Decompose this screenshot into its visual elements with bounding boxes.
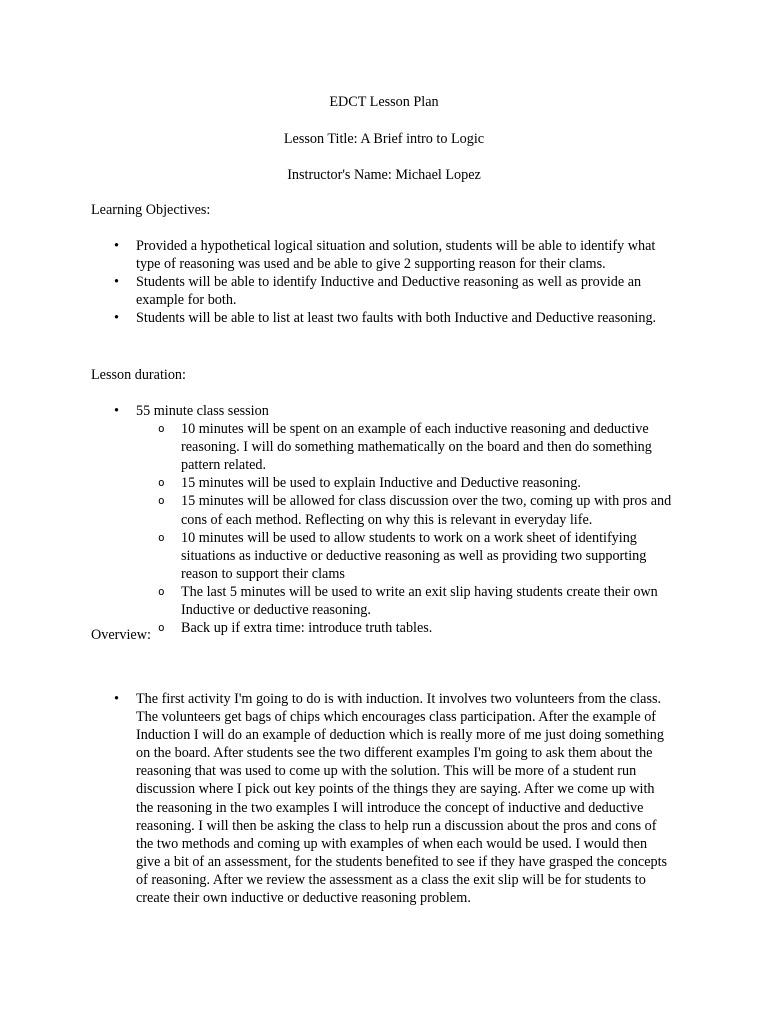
plan-title: EDCT Lesson Plan (329, 94, 439, 110)
duration-text: 55 minute class session (136, 403, 269, 419)
sub-list-item (0, 420, 681, 474)
overview-paragraph: The first activity I'm going to do is with induction. It involves two volunteers from the class. The volunteers get bags of chips which encourages class participation. After the example of Induction I will do an example of deduction which is really more of me just doing something on the board. After students see the two different examples I'm going to ask them about the reasoning that was used to come up with the solution. This will be more of a student run discussion where I pick out key points of the things they are saying. After we come up with the reasoning in the two examples I will introduce the concept of inductive and deductive reasoning. I will then be asking the class to help run a discussion about the pros and cons of the two methods and coming up with examples of when each would be used. I would then give a bit of an assessment, for the students benefited to see if they have grasped the concepts of reasoning. After we review the assessment as a class the exit slip will be for students to create their own inductive or deductive reasoning problem. (136, 691, 668, 907)
list-item (0, 237, 676, 273)
sub-item-text: 15 minutes will be used to explain Inductive and Deductive reasoning. (181, 475, 581, 492)
list-item (0, 273, 676, 309)
bullet-icon: • (114, 274, 119, 291)
learning-objectives-heading: Learning Objectives: (91, 202, 211, 218)
circle-bullet-icon: o (158, 422, 165, 436)
list-item (0, 690, 674, 907)
circle-bullet-icon: o (158, 621, 165, 635)
sub-list-item (0, 492, 681, 528)
circle-bullet-icon: o (158, 530, 165, 544)
sub-item-text: 10 minutes will be used to allow students to work on a work sheet of identifying situations as inductive or deductive reasoning as well as providing two supporting reason to support their clams (181, 529, 647, 582)
bullet-icon: • (114, 238, 119, 254)
lesson-title: Lesson Title: A Brief intro to Logic (283, 131, 485, 147)
sub-list-item (0, 583, 681, 619)
sub-item-text: 10 minutes will be spent on an example of each inductive reasoning and deductive reasoning. I will do something mathematically on the board and then do something pattern related. (181, 421, 652, 474)
sub-item-text: Back up if extra time: introduce truth tables. (181, 620, 433, 637)
lesson-duration-heading: Lesson duration: (91, 367, 186, 383)
objective-text: Students will be able to list at least two faults with both Inductive and Deductive reasoning. (136, 310, 657, 327)
objective-text: Provided a hypothetical logical situation and solution, students will be able to identify what type of reasoning was used and be able to give 2 supporting reason for their clams. (136, 238, 656, 273)
sub-list-item (0, 529, 681, 583)
instructor-name: Instructor's Name: Michael Lopez (287, 167, 481, 183)
overview-list (0, 690, 768, 907)
bullet-icon: • (114, 691, 119, 707)
sub-item-text: 15 minutes will be allowed for class discussion over the two, coming up with pros and cons of each method. Reflecting on why this is relevant in everyday life. (181, 493, 672, 528)
sub-list-item (0, 474, 681, 492)
circle-bullet-icon: o (158, 494, 165, 508)
bullet-icon: • (114, 310, 119, 327)
bullet-icon: • (114, 403, 119, 419)
list-item (0, 309, 676, 327)
objective-text: Students will be able to identify Inductive and Deductive reasoning as well as provide an example for both. (136, 274, 642, 309)
circle-bullet-icon: o (158, 584, 165, 598)
learning-objectives-list (0, 237, 768, 327)
list-item (0, 402, 676, 420)
circle-bullet-icon: o (158, 476, 165, 490)
sub-item-text: The last 5 minutes will be used to write an exit slip having students create their own Inductive or deductive reasoning. (181, 583, 658, 619)
overview-heading: Overview: (91, 627, 151, 643)
lesson-duration-list (0, 402, 768, 637)
